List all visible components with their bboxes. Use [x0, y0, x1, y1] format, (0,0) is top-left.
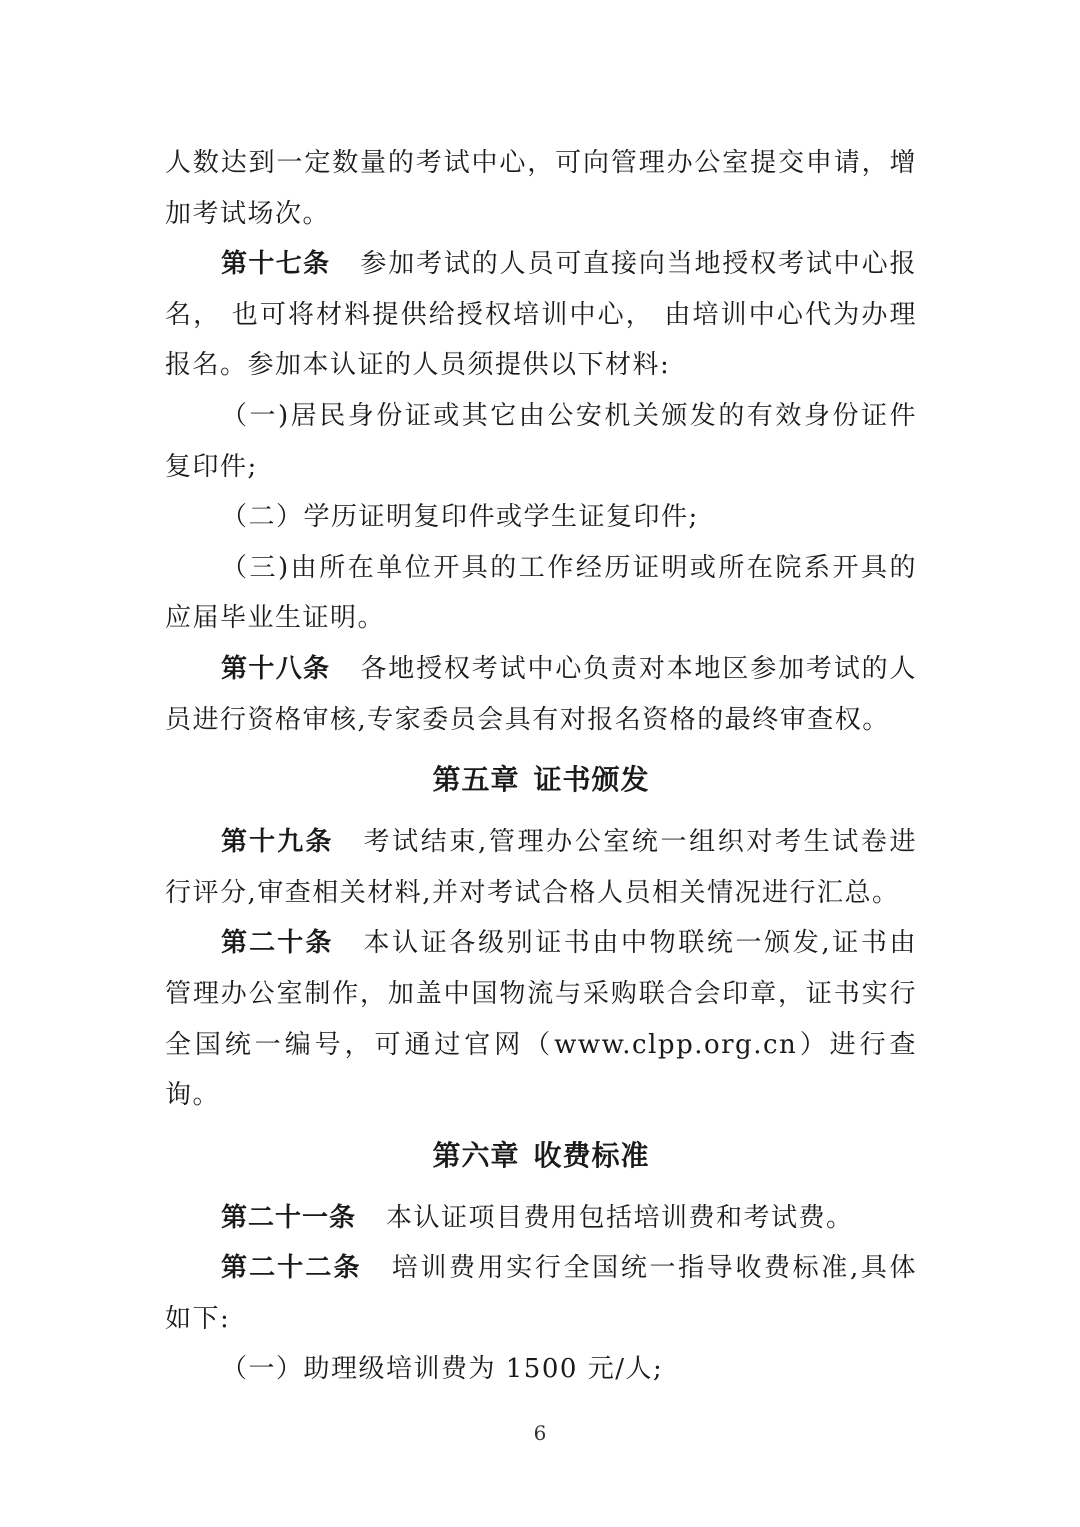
- list-item-assistant-fee: [165, 1344, 917, 1395]
- article-22: [165, 1243, 917, 1344]
- chapter-number: 第五章: [432, 763, 520, 797]
- article-text: 本认证项目费用包括培训费和考试费。: [386, 1202, 854, 1233]
- article-21: [165, 1193, 917, 1244]
- article-number: 第十八条: [221, 653, 331, 684]
- article-text: 培训费用实行全国统一指导收费标准,具体如下:: [165, 1253, 917, 1334]
- article-text: 本认证各级别证书由中物联统一颁发,证书由管理办公室制作，加盖中国物流与采购联合会印章，证书实行全国统一编号，可通过官网（www.clpp.org.cn）进行查询。: [165, 928, 917, 1111]
- article-18: [165, 644, 917, 745]
- list-item-work-proof: [165, 543, 917, 644]
- article-number: 第二十条: [221, 928, 334, 959]
- document-body: [165, 138, 917, 1395]
- chapter-heading-6: [165, 1127, 917, 1185]
- article-number: 第二十二条: [221, 1253, 362, 1284]
- article-number: 第二十一条: [221, 1202, 357, 1233]
- chapter-title: 收费标准: [533, 1138, 650, 1172]
- list-item-text: （一)居民身份证或其它由公安机关颁发的有效身份证件复印件;: [165, 400, 917, 482]
- chapter-heading-5: [165, 751, 917, 809]
- article-19: [165, 817, 917, 918]
- paragraph-text: 人数达到一定数量的考试中心，可向管理办公室提交申请，增加考试场次。: [165, 148, 917, 229]
- chapter-title: 证书颁发: [533, 763, 650, 797]
- article-number: 第十九条: [221, 827, 334, 858]
- article-number: 第十七条: [221, 249, 331, 280]
- article-17: [165, 239, 917, 391]
- article-text: 参加考试的人员可直接向当地授权考试中心报名， 也可将材料提供给授权培训中心， 由培训中心代为办理报名。参加本认证的人员须提供以下材料:: [165, 249, 917, 381]
- article-text: 考试结束,管理办公室统一组织对考生试卷进行评分,审查相关材料,并对考试合格人员相关情况进行汇总。: [165, 827, 917, 908]
- list-item-text: （一）助理级培训费为 1500 元/人;: [221, 1354, 664, 1385]
- chapter-number: 第六章: [432, 1138, 520, 1172]
- list-item-id-card: [165, 391, 917, 492]
- article-text: 各地授权考试中心负责对本地区参加考试的人员进行资格审核,专家委员会具有对报名资格的最终审查权。: [165, 653, 917, 735]
- list-item-education: [165, 492, 917, 543]
- list-item-text: （三)由所在单位开具的工作经历证明或所在院系开具的应届毕业生证明。: [165, 552, 917, 634]
- list-item-text: （二）学历证明复印件或学生证复印件;: [221, 502, 699, 533]
- article-20: [165, 918, 917, 1120]
- page-number: 6: [533, 1421, 547, 1445]
- paragraph-exam-sessions: [165, 138, 917, 239]
